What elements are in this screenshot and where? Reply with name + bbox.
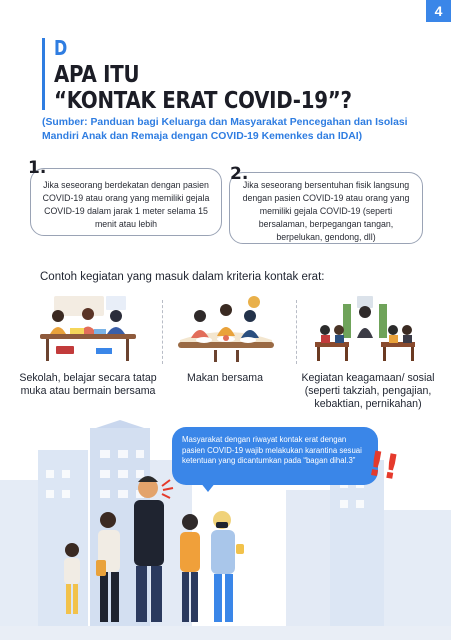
alarm-exclamation-icon: !!	[364, 443, 403, 489]
callout-tail	[200, 482, 216, 492]
definition-number: 2.	[230, 164, 249, 184]
worship-gathering-illustration	[313, 294, 417, 364]
examples-heading: Contoh kegiatan yang masuk dalam kriteria kontak erat:	[40, 271, 325, 283]
classroom-illustration	[36, 294, 140, 364]
example-caption: Kegiatan keagamaan/ sosial (seperti takziah, pengajian, kebaktian, pernikahan)	[301, 372, 435, 410]
definition-card-2	[229, 172, 423, 244]
page-title-line-2: “KONTAK ERAT COVID-19”?	[54, 88, 352, 114]
quarantine-callout	[172, 427, 378, 485]
example-caption: Makan bersama	[187, 372, 263, 384]
source-note: (Sumber: Panduan bagi Keluarga dan Masyarakat Pencegahan dan Isolasi Mandiri Anak dan Remaja dengan COVID-19 Kemenkes dan IDAI)	[42, 117, 408, 142]
eating-together-illustration	[174, 294, 278, 364]
definition-text: Jika seseorang bersentuhan fisik langsung dengan pasien COVID-19 atau orang yang memiliki gejala COVID-19 (seperti bersalaman, berpegangan tangan, berpelukan, gendong, dll)	[242, 180, 410, 242]
callout-text: Masyarakat dengan riwayat kontak erat dengan pasien COVID-19 wajib melakukan karantina sesuai ketentuan yang dicantumkan pada “bagan dihal.3”	[182, 435, 362, 465]
example-caption: Sekolah, belajar secara tatap muka atau bermain bersama	[19, 372, 157, 397]
page-title-line-1: APA ITU	[54, 62, 140, 88]
definition-text: Jika seseorang berdekatan dengan pasien COVID-19 atau orang yang memiliki gejala COVID-19 dalam jarak 1 meter selama 15 menit atau lebih	[42, 180, 210, 229]
definition-number: 1.	[28, 158, 47, 178]
section-letter: D	[54, 36, 68, 60]
page-number-badge: 4	[426, 0, 451, 22]
example-divider	[162, 300, 163, 364]
title-accent-bar	[42, 38, 45, 110]
example-divider	[296, 300, 297, 364]
definition-card-1	[30, 168, 222, 236]
